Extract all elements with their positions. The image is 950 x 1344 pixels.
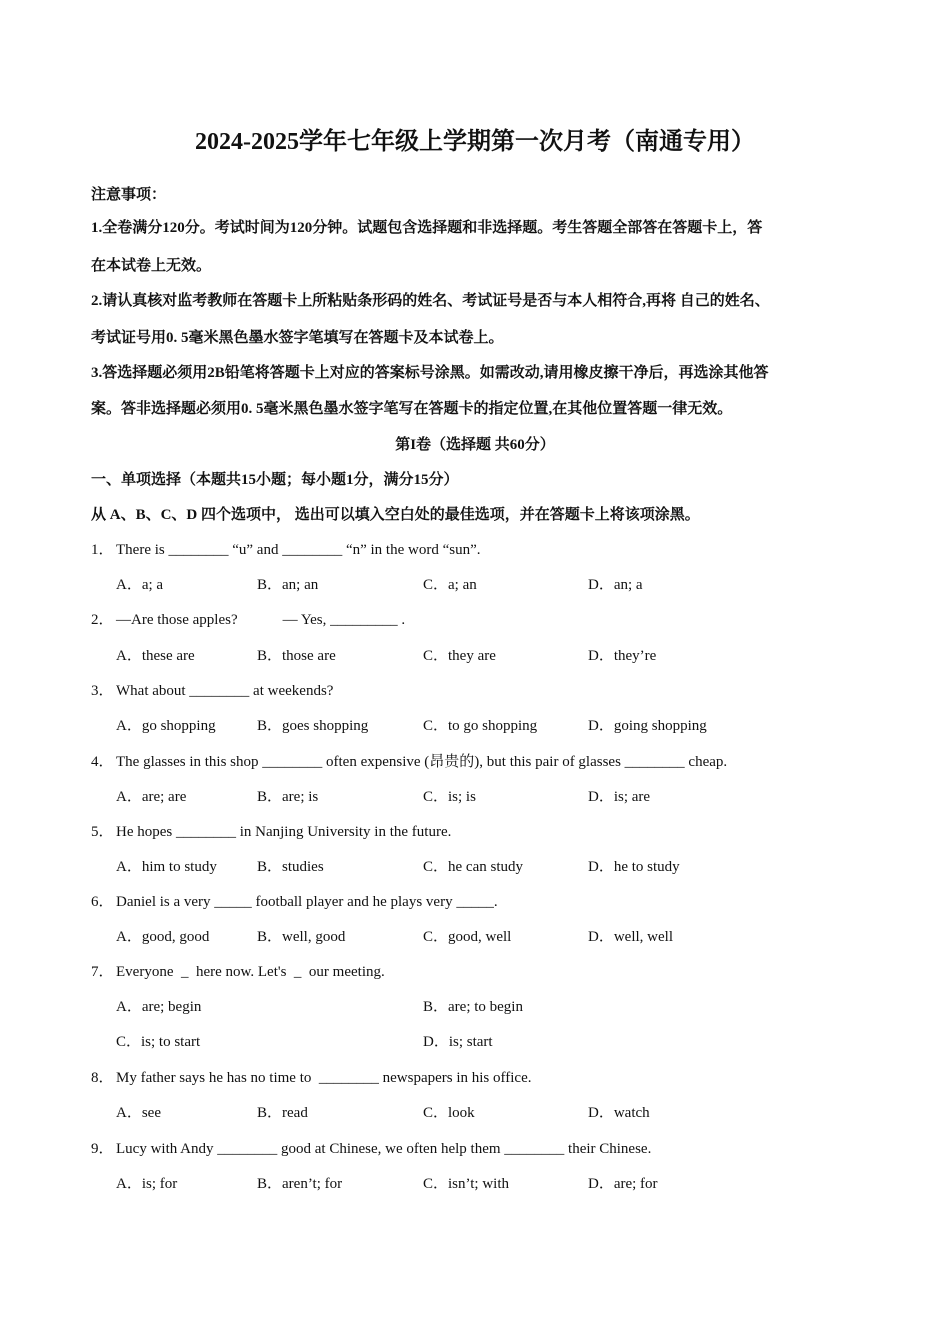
question-9: [91, 1138, 871, 1160]
question-text: What about ________ at weekends?: [116, 683, 334, 699]
notice-line: 2.请认真核对监考教师在答题卡上所粘贴条形码的姓名、考试证号是否与本人相符合,再将 自己的姓名、: [91, 293, 770, 309]
instruction: 从 A、B、C、D 四个选项中， 选出可以填入空白处的最佳选项，并在答题卡上将该项涂黑。: [91, 507, 700, 523]
question-text: Daniel is a very _____ football player and he plays very _____.: [116, 894, 498, 910]
question-text: My father says he has no time to ________ newspapers in his office.: [116, 1070, 532, 1086]
option-a: A．good, good: [116, 929, 210, 945]
option-a: A．see: [116, 1105, 161, 1121]
question-6: [91, 891, 871, 913]
option-b: B．an; an: [257, 577, 319, 593]
option-b: B．well, good: [257, 929, 346, 945]
option-b: B．studies: [257, 859, 324, 875]
question-number: 7．: [91, 964, 114, 980]
question-text: Lucy with Andy ________ good at Chinese, we often help them ________ their Chinese.: [116, 1141, 652, 1157]
option-d: D．well, well: [588, 929, 673, 945]
section-title: 第I卷（选择题 共60分）: [395, 437, 555, 453]
question-number: 3．: [91, 683, 114, 699]
question-1: [91, 539, 871, 561]
notice-line: 考试证号用0. 5毫米黑色墨水签字笔填写在答题卡及本试卷上。: [91, 330, 504, 346]
question-2: [91, 609, 871, 631]
question-number: 9．: [91, 1141, 114, 1157]
question-text: He hopes ________ in Nanjing University in the future.: [116, 824, 452, 840]
question-number: 4．: [91, 754, 114, 770]
option-a: A．are; begin: [116, 999, 202, 1015]
notice-heading: 注意事项：: [91, 187, 167, 203]
option-d: D．watch: [588, 1105, 650, 1121]
option-d: D．is; start: [423, 1034, 493, 1050]
question-number: 6．: [91, 894, 114, 910]
option-b: B．are; is: [257, 789, 319, 805]
question-3: [91, 680, 871, 702]
option-d: D．going shopping: [588, 718, 707, 734]
option-c: C．a; an: [423, 577, 477, 593]
question-7: [91, 961, 871, 983]
option-c: C．is; is: [423, 789, 476, 805]
question-text: —Are those apples? — Yes, _________ .: [116, 612, 406, 628]
option-c: C．they are: [423, 648, 496, 664]
option-d: D．are; for: [588, 1176, 658, 1192]
option-b: B．are; to begin: [423, 999, 523, 1015]
exam-title: 2024-2025学年七年级上学期第一次月考（南通专用）: [195, 129, 755, 155]
option-c: C．is; to start: [116, 1034, 201, 1050]
question-number: 1．: [91, 542, 114, 558]
question-number: 5．: [91, 824, 114, 840]
notice-line: 3.答选择题必须用2B铅笔将答题卡上对应的答案标号涂黑。如需改动,请用橡皮擦干净后，再选涂其他答: [91, 365, 769, 381]
option-c: C．he can study: [423, 859, 523, 875]
question-8: [91, 1067, 871, 1089]
question-5: [91, 821, 871, 843]
part-title: 一、单项选择（本题共15小题；每小题1分，满分15分）: [91, 472, 459, 488]
option-a: A．is; for: [116, 1176, 178, 1192]
option-d: D．he to study: [588, 859, 680, 875]
option-a: A．him to study: [116, 859, 217, 875]
notice-line: 1.全卷满分120分。考试时间为120分钟。试题包含选择题和非选择题。考生答题全部答在答题卡上，答: [91, 220, 763, 236]
question-text: Everyone _ here now. Let's _ our meeting.: [116, 964, 385, 980]
option-d: D．they’re: [588, 648, 657, 664]
question-number: 2．: [91, 612, 114, 628]
question-4: [91, 751, 871, 773]
option-c: C．to go shopping: [423, 718, 538, 734]
option-b: B．goes shopping: [257, 718, 369, 734]
option-a: A．a; a: [116, 577, 164, 593]
option-b: B．aren’t; for: [257, 1176, 343, 1192]
option-d: D．is; are: [588, 789, 651, 805]
notice-line: 在本试卷上无效。: [91, 258, 212, 274]
option-c: C．look: [423, 1105, 475, 1121]
notice-line: 案。答非选择题必须用0. 5毫米黑色墨水签字笔写在答题卡的指定位置,在其他位置答题一律无效。: [91, 401, 733, 417]
option-c: C．isn’t; with: [423, 1176, 509, 1192]
option-d: D．an; a: [588, 577, 643, 593]
option-a: A．are; are: [116, 789, 187, 805]
question-number: 8．: [91, 1070, 114, 1086]
option-b: B．those are: [257, 648, 336, 664]
question-text: The glasses in this shop ________ often expensive (昂贵的), but this pair of glasses ________ cheap.: [116, 754, 728, 770]
option-a: A．these are: [116, 648, 195, 664]
option-b: B．read: [257, 1105, 308, 1121]
question-text: There is ________ “u” and ________ “n” in the word “sun”.: [116, 542, 481, 558]
option-c: C．good, well: [423, 929, 512, 945]
option-a: A．go shopping: [116, 718, 216, 734]
